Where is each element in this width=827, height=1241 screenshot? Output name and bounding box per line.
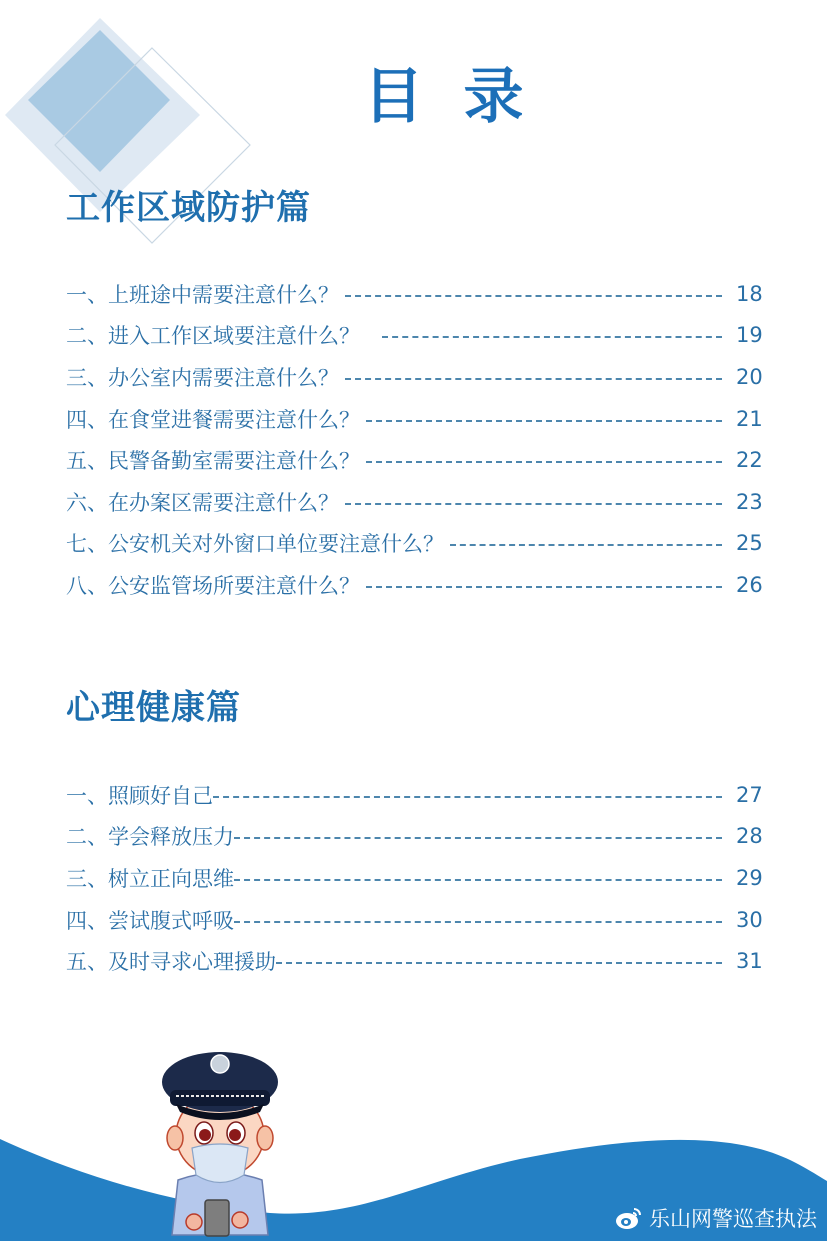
toc-page-number: 29 bbox=[736, 865, 763, 890]
dotted-leader bbox=[366, 586, 722, 588]
dotted-leader bbox=[213, 796, 722, 798]
dotted-leader bbox=[345, 503, 722, 505]
toc-item[interactable] bbox=[66, 523, 766, 565]
toc-item-label: 二、学会释放压力 bbox=[66, 825, 234, 850]
toc-page-number: 31 bbox=[736, 949, 763, 974]
toc-page-number: 23 bbox=[736, 489, 763, 514]
toc-page-number: 22 bbox=[736, 448, 763, 473]
page-title: 目录 bbox=[363, 62, 564, 132]
dotted-leader bbox=[450, 544, 722, 546]
toc-item[interactable] bbox=[66, 940, 766, 982]
dotted-leader bbox=[234, 837, 722, 839]
toc-item-label: 四、尝试腹式呼吸 bbox=[66, 908, 234, 933]
dotted-leader bbox=[366, 420, 722, 422]
police-mascot-icon bbox=[150, 1030, 290, 1241]
toc-item-label: 七、公安机关对外窗口单位要注意什么？ bbox=[66, 532, 444, 557]
toc-item-label: 三、树立正向思维 bbox=[66, 866, 234, 891]
toc-item[interactable] bbox=[66, 816, 766, 858]
toc-item[interactable] bbox=[66, 774, 766, 816]
toc-item[interactable] bbox=[66, 481, 766, 523]
watermark-text: 乐山网警巡查执法 bbox=[649, 1207, 817, 1231]
dotted-leader bbox=[382, 336, 722, 338]
toc-item-label: 八、公安监管场所要注意什么？ bbox=[66, 573, 360, 598]
dotted-leader bbox=[234, 879, 722, 881]
toc-item-label: 三、办公室内需要注意什么？ bbox=[66, 365, 339, 390]
toc-item-label: 二、进入工作区域要注意什么？ bbox=[66, 324, 360, 349]
toc-item[interactable] bbox=[66, 398, 766, 440]
toc-item[interactable] bbox=[66, 564, 766, 606]
toc-item-label: 五、及时寻求心理援助 bbox=[66, 950, 276, 975]
section-title-workplace-protection: 工作区域防护篇 bbox=[66, 188, 311, 228]
section-title-mental-health: 心理健康篇 bbox=[66, 688, 241, 728]
toc-list-mental-health bbox=[66, 774, 766, 982]
toc-page-number: 27 bbox=[736, 782, 763, 807]
toc-page-number: 25 bbox=[736, 531, 763, 556]
toc-item[interactable] bbox=[66, 356, 766, 398]
dotted-leader bbox=[366, 461, 722, 463]
toc-page-number: 21 bbox=[736, 406, 763, 431]
toc-item[interactable] bbox=[66, 857, 766, 899]
dotted-leader bbox=[276, 962, 722, 964]
toc-item-label: 一、上班途中需要注意什么？ bbox=[66, 282, 339, 307]
toc-item-label: 五、民警备勤室需要注意什么？ bbox=[66, 449, 360, 474]
toc-item[interactable] bbox=[66, 439, 766, 481]
toc-page-number: 20 bbox=[736, 364, 763, 389]
toc-item-label: 六、在办案区需要注意什么？ bbox=[66, 490, 339, 515]
toc-item[interactable] bbox=[66, 899, 766, 941]
toc-list-workplace bbox=[66, 273, 766, 606]
dotted-leader bbox=[345, 295, 722, 297]
dotted-leader bbox=[234, 921, 722, 923]
weibo-icon bbox=[615, 1205, 643, 1231]
toc-item[interactable] bbox=[66, 273, 766, 315]
toc-item-label: 四、在食堂进餐需要注意什么？ bbox=[66, 407, 360, 432]
toc-page-number: 19 bbox=[736, 323, 763, 348]
toc-item[interactable] bbox=[66, 315, 766, 357]
dotted-leader bbox=[345, 378, 722, 380]
toc-page-number: 18 bbox=[736, 281, 763, 306]
toc-page-number: 30 bbox=[736, 907, 763, 932]
footer-watermark bbox=[615, 1203, 817, 1233]
toc-page-number: 28 bbox=[736, 824, 763, 849]
toc-page-number: 26 bbox=[736, 572, 763, 597]
toc-item-label: 一、照顾好自己 bbox=[66, 783, 213, 808]
